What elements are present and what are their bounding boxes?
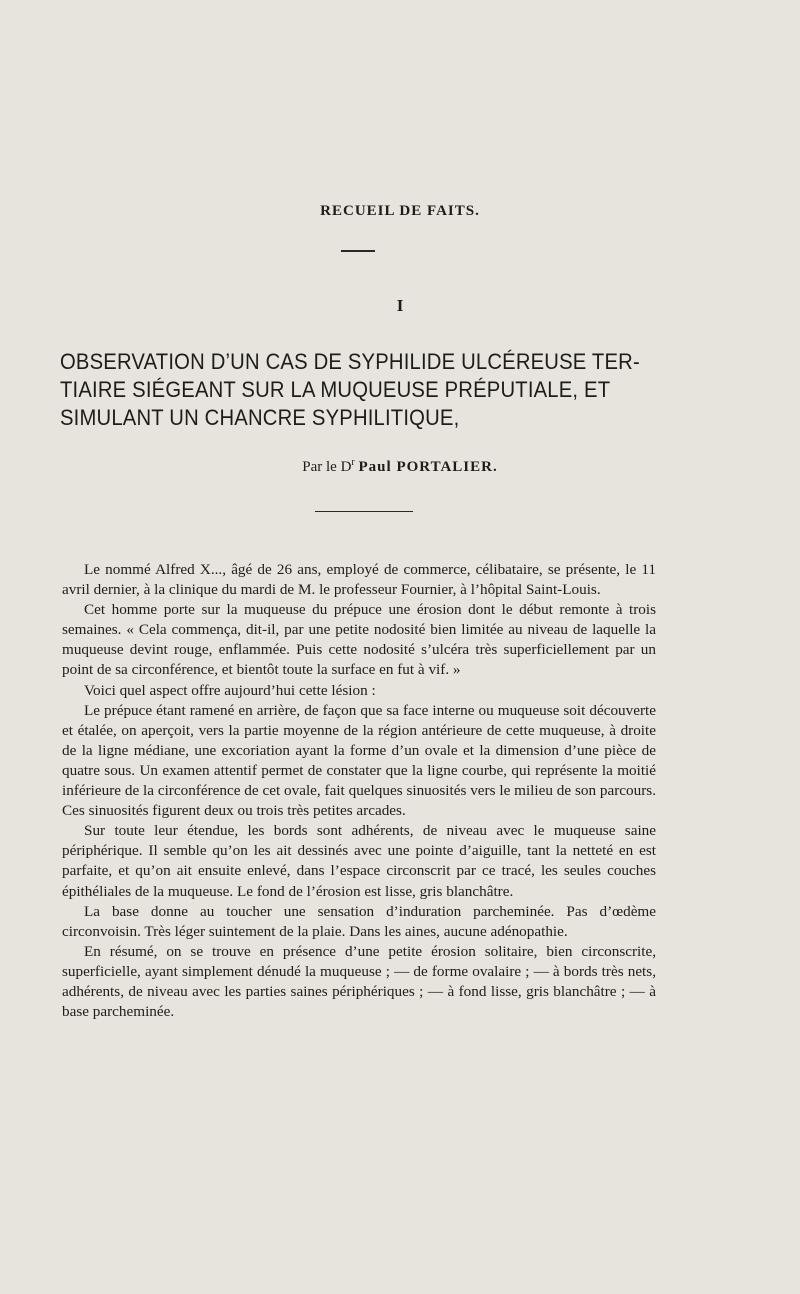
title-line: TIAIRE SIÉGEANT SUR LA MUQUEUSE PRÉPUTIALE, ET [60, 377, 611, 402]
author-name: Paul PORTALIER. [358, 459, 498, 475]
title-line: OBSERVATION D’UN CAS DE SYPHILIDE ULCÉREUSE TER- [60, 349, 640, 374]
paragraph: Cet homme porte sur la muqueuse du prépuce une érosion dont le début remonte à trois semaines. « Cela commença, dit-il, par une petite nodosité bien limitée au niveau de laquelle la muqueuse devint rouge, enflammée. Puis cette nodosité s’ulcéra très superficiellement par un point de sa circonférence, et bientôt toute la surface en fut à vif. » [62, 601, 656, 679]
roman-numeral: I [396, 296, 404, 315]
paragraph: Sur toute leur étendue, les bords sont adhérents, de niveau avec le muqueuse saine périphérique. Il semble qu’on les ait dessinés avec une pointe d’aiguille, tant la netteté en est parfaite, et qu’on ait ensuite enlevé, dans l’espace circonscrit par ce tracé, les seules couches épithéliales de la muqueuse. Le fond de l’érosion est lisse, gris blanchâtre. [62, 822, 656, 900]
article-title [60, 348, 654, 432]
section-header: RECUEIL DE FAITS. [320, 203, 480, 219]
body-text [62, 560, 656, 1022]
byline [0, 457, 800, 476]
paragraph: Le prépuce étant ramené en arrière, de façon que sa face interne ou muqueuse soit découverte et étalée, on aperçoit, vers la partie moyenne de la région antérieure de cette muqueuse, à droite de la ligne médiane, une excoriation ayant la forme d’un ovale et la dimension d’une pièce de quatre sous. Un examen attentif permet de constater que la ligne courbe, qui représente la moitié inférieure de la circonférence de cet ovale, fait quelques sinuosités vers le milieu de son parcours. Ces sinuosités figurent deux ou trois très petites arcades. [62, 701, 656, 820]
paragraph: La base donne au toucher une sensation d’induration parcheminée. Pas d’œdème circonvoisin. Très léger suintement de la plaie. Dans les aines, aucune adénopathie. [62, 902, 656, 940]
short-rule [341, 250, 375, 252]
paragraph: Le nommé Alfred X..., âgé de 26 ans, employé de commerce, célibataire, se présente, le 11 avril dernier, à la clinique du mardi de M. le professeur Fournier, à l’hôpital Saint-Louis. [62, 561, 656, 599]
byline-prefix: Par le D [302, 459, 352, 475]
long-rule [315, 511, 413, 512]
byline-sup: r [351, 457, 355, 468]
paragraph: Voici quel aspect offre aujourd’hui cette lésion : [84, 681, 376, 699]
title-line: SIMULANT UN CHANCRE SYPHILITIQUE, [60, 405, 460, 430]
paragraph: En résumé, on se trouve en présence d’une petite érosion solitaire, bien circonscrite, superficielle, ayant simplement dénudé la muqueuse ; — de forme ovalaire ; — à bords très nets, adhérents, de niveau avec les parties saines périphériques ; — à fond lisse, gris blanchâtre ; — à base parcheminée. [62, 942, 656, 1021]
